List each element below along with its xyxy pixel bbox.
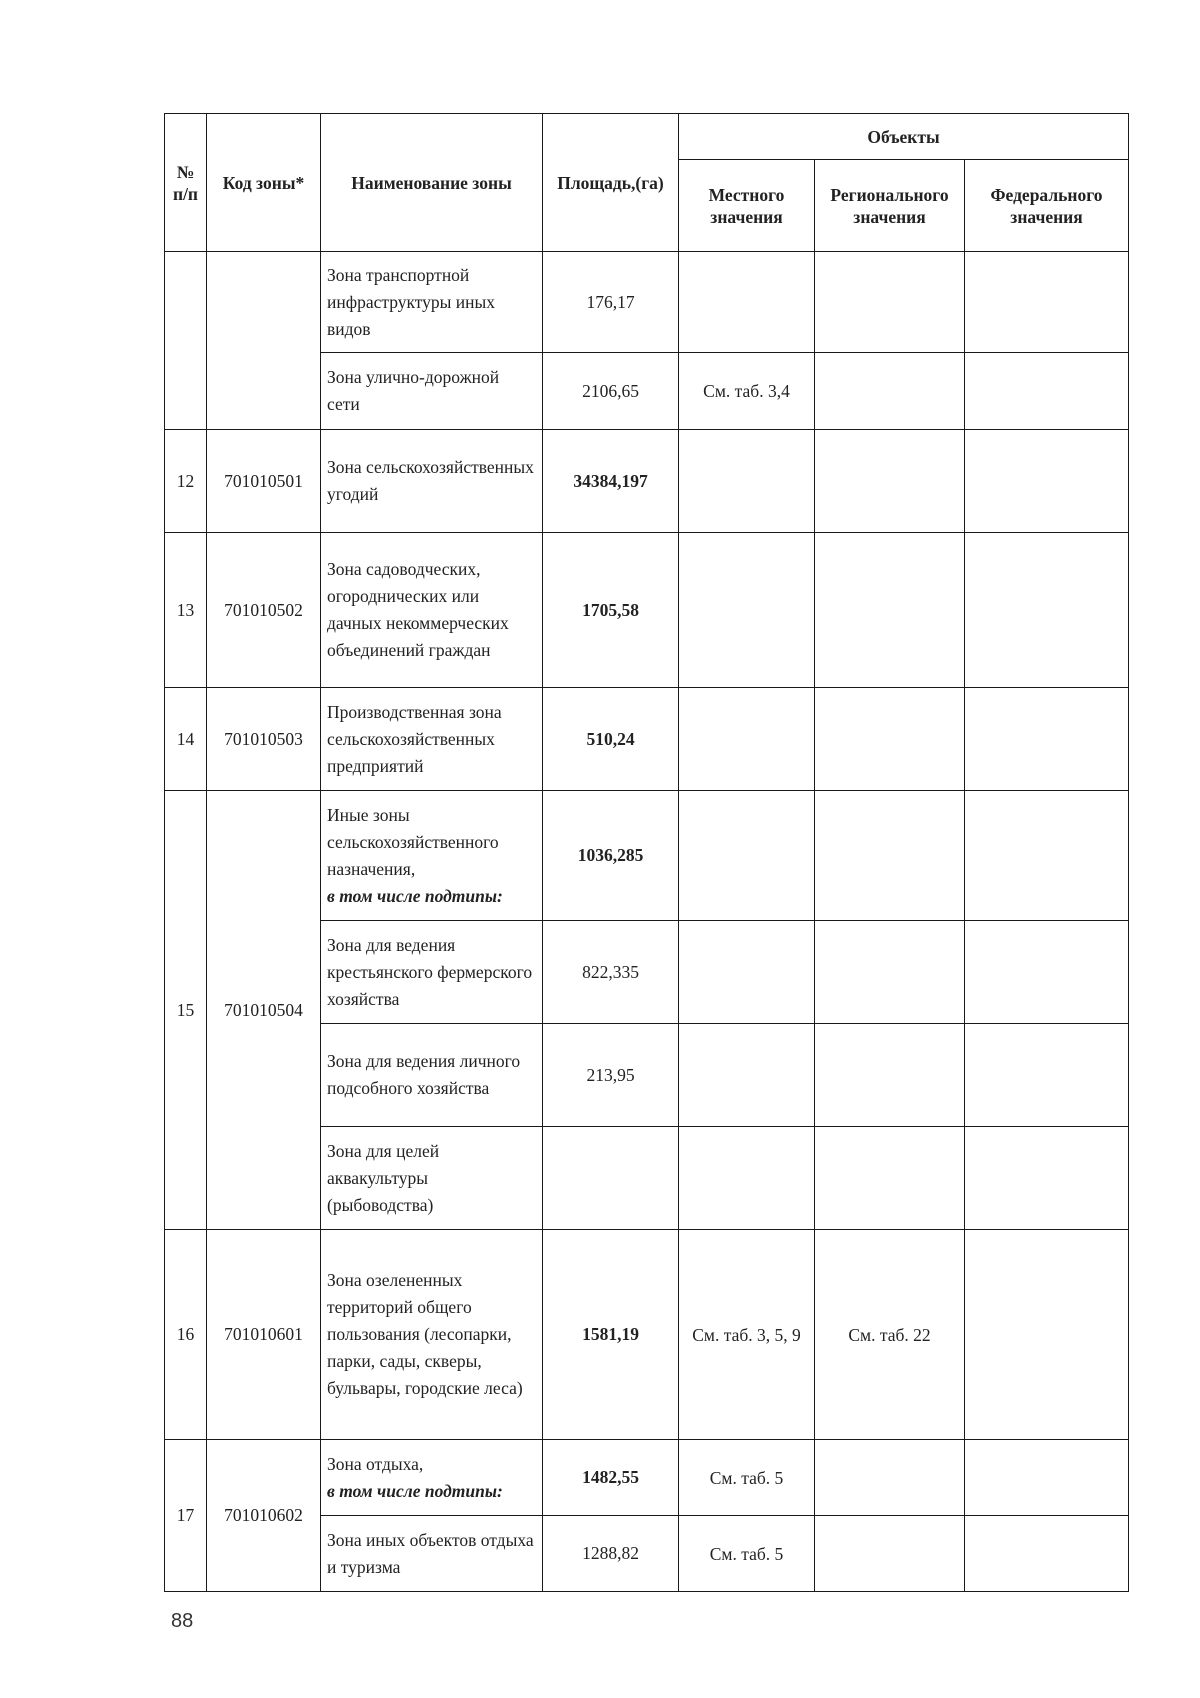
- federal-objects: [965, 252, 1129, 353]
- zone-area: 2106,65: [543, 353, 679, 430]
- code-cell: 701010501: [207, 430, 321, 533]
- local-objects: См. таб. 5: [679, 1440, 815, 1516]
- zone-name: Зона улично-дорожной сети: [321, 353, 543, 430]
- zone-area: 1581,19: [543, 1230, 679, 1440]
- regional-objects: [815, 921, 965, 1024]
- local-objects: См. таб. 5: [679, 1516, 815, 1592]
- code-cell: [207, 252, 321, 430]
- local-objects: См. таб. 3,4: [679, 353, 815, 430]
- zone-area: 510,24: [543, 688, 679, 791]
- federal-objects: [965, 688, 1129, 791]
- page-number: 88: [171, 1610, 194, 1632]
- local-objects: [679, 430, 815, 533]
- zone-name: Иные зоны сельскохозяйственного назначения,: [327, 804, 499, 879]
- federal-objects: [965, 1024, 1129, 1127]
- regional-objects: [815, 252, 965, 353]
- code-cell: 701010503: [207, 688, 321, 791]
- num-cell: 16: [165, 1230, 207, 1440]
- regional-objects: [815, 1024, 965, 1127]
- header-regional: Регионального значения: [815, 160, 965, 252]
- zone-name: Производственная зона сельскохозяйственных предприятий: [321, 688, 543, 791]
- table-row: [165, 1440, 1129, 1516]
- regional-objects: [815, 1440, 965, 1516]
- num-cell: 13: [165, 533, 207, 688]
- num-cell: 12: [165, 430, 207, 533]
- zone-name: Зона озелененных территорий общего пользования (лесопарки, парки, сады, скверы, бульвары, городские леса): [321, 1230, 543, 1440]
- header-num: № п/п: [165, 114, 207, 252]
- zone-area: 34384,197: [543, 430, 679, 533]
- local-objects: [679, 921, 815, 1024]
- zone-name: Зона сельскохозяйственных угодий: [321, 430, 543, 533]
- num-cell: 14: [165, 688, 207, 791]
- federal-objects: [965, 1230, 1129, 1440]
- zone-area: 822,335: [543, 921, 679, 1024]
- regional-objects: [815, 1127, 965, 1230]
- federal-objects: [965, 430, 1129, 533]
- num-cell: 17: [165, 1440, 207, 1592]
- local-objects: [679, 688, 815, 791]
- federal-objects: [965, 1440, 1129, 1516]
- code-cell: 701010502: [207, 533, 321, 688]
- regional-objects: [815, 533, 965, 688]
- zone-area: [543, 1127, 679, 1230]
- zone-name: Зона садоводческих, огороднических или дачных некоммерческих объединений граждан: [321, 533, 543, 688]
- header-area: Площадь,(га): [543, 114, 679, 252]
- local-objects: [679, 252, 815, 353]
- zone-area: 1482,55: [543, 1440, 679, 1516]
- local-objects: [679, 1127, 815, 1230]
- zone-name: Зона отдыха,: [327, 1453, 424, 1474]
- num-cell: 15: [165, 791, 207, 1230]
- federal-objects: [965, 353, 1129, 430]
- regional-objects: [815, 688, 965, 791]
- federal-objects: [965, 921, 1129, 1024]
- regional-objects: См. таб. 22: [815, 1230, 965, 1440]
- regional-objects: [815, 1516, 965, 1592]
- table-row: [165, 688, 1129, 791]
- zone-area: 1705,58: [543, 533, 679, 688]
- table-row: [165, 533, 1129, 688]
- federal-objects: [965, 1516, 1129, 1592]
- federal-objects: [965, 1127, 1129, 1230]
- federal-objects: [965, 533, 1129, 688]
- zone-area: 1288,82: [543, 1516, 679, 1592]
- table-row: [165, 1230, 1129, 1440]
- local-objects: [679, 1024, 815, 1127]
- zones-table: [164, 113, 1129, 1592]
- regional-objects: [815, 353, 965, 430]
- code-cell: 701010602: [207, 1440, 321, 1592]
- zone-name: Зона иных объектов отдыха и туризма: [321, 1516, 543, 1592]
- subtypes-label: в том числе подтипы:: [327, 885, 503, 906]
- regional-objects: [815, 430, 965, 533]
- header-local: Местного значения: [679, 160, 815, 252]
- zone-area: 1036,285: [543, 791, 679, 921]
- zone-name: Зона транспортной инфраструктуры иных видов: [321, 252, 543, 353]
- local-objects: [679, 533, 815, 688]
- zone-name: Зона для ведения личного подсобного хозяйства: [321, 1024, 543, 1127]
- code-cell: 701010601: [207, 1230, 321, 1440]
- regional-objects: [815, 791, 965, 921]
- table-row: [165, 252, 1129, 353]
- zone-name-with-subtypes: [321, 791, 543, 921]
- zone-area: 213,95: [543, 1024, 679, 1127]
- zone-name-with-subtypes: [321, 1440, 543, 1516]
- local-objects: См. таб. 3, 5, 9: [679, 1230, 815, 1440]
- header-federal: Федерального значения: [965, 160, 1129, 252]
- header-code: Код зоны*: [207, 114, 321, 252]
- code-cell: 701010504: [207, 791, 321, 1230]
- subtypes-label: в том числе подтипы:: [327, 1480, 503, 1501]
- table-row: [165, 791, 1129, 921]
- zone-area: 176,17: [543, 252, 679, 353]
- header-objects: Объекты: [679, 114, 1129, 160]
- num-cell: [165, 252, 207, 430]
- header-name: Наименование зоны: [321, 114, 543, 252]
- table-row: [165, 430, 1129, 533]
- zone-name: Зона для целей аквакультуры (рыбоводства): [321, 1127, 543, 1230]
- local-objects: [679, 791, 815, 921]
- zone-name: Зона для ведения крестьянского фермерского хозяйства: [321, 921, 543, 1024]
- federal-objects: [965, 791, 1129, 921]
